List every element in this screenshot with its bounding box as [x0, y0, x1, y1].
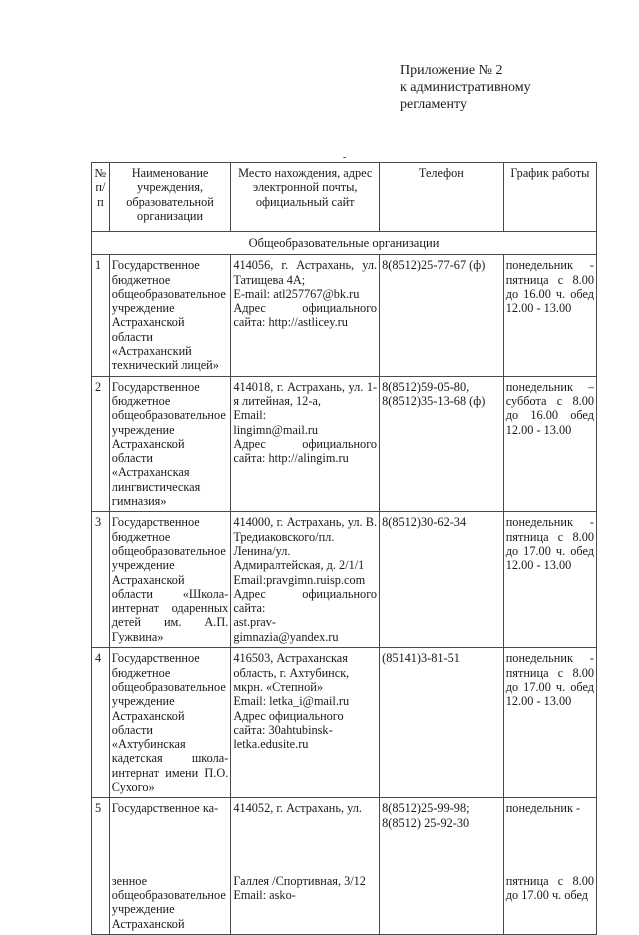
address-line: 416503, Астраханская область, г. Ахтубинск, мкрн. «Степной» [233, 651, 350, 694]
email-line: E-mail: atl257767@bk.ru [233, 286, 360, 301]
phone-line: (85141)3-81-51 [382, 651, 460, 666]
org-address [231, 798, 380, 934]
org-name: Государственное бюджетное общеобразовательное учреждение Астраханской области «Астраханский технический лицей» [109, 255, 231, 376]
row-number: 4 [92, 648, 110, 798]
section-row [92, 232, 597, 255]
table-row [92, 376, 597, 512]
org-name: Государственное бюджетное общеобразовательное учреждение Астраханской области «Ахтубинская кадетская школа-интернат имени П.О. Сухого» [109, 648, 231, 798]
org-schedule [503, 798, 596, 934]
org-address [231, 648, 380, 798]
schedule-top: понедельник - [505, 801, 581, 816]
section-title: Общеобразовательные организации [92, 232, 597, 255]
website-line: Адрес официального сайта: http://alingim.ru [233, 436, 378, 466]
org-name: Государственное бюджетное общеобразовательное учреждение Астраханской области «Астраханская лингвистическая гимназия» [109, 376, 231, 512]
phone-line: 8(8512)30-62-34 [382, 515, 467, 530]
row-number: 3 [92, 512, 110, 648]
website-label: Адрес официального сайта: [233, 586, 378, 616]
org-address [231, 512, 380, 648]
website-line: Адрес официального сайта: 30ahtubinsk-letka.edusite.ru [233, 708, 344, 752]
table-header-row [92, 163, 597, 232]
org-schedule: понедельник – суббота с 8.00 до 16.00 обед 12.00 - 13.00 [503, 376, 596, 512]
phone-line: 8(8512)25-99-98; [382, 801, 470, 816]
website-line: Адрес официального сайта: http://astlicey.ru [233, 301, 378, 330]
org-name-bottom: зенное общеобразовательное учреждение Астраханской [111, 873, 226, 931]
org-schedule: понедельник - пятница с 8.00 до 16.00 ч. обед 12.00 - 13.00 [503, 255, 596, 376]
address-line: Галлея /Спортивная, 3/12 [233, 873, 366, 888]
phone-line: 8(8512)59-05-80, [382, 379, 470, 394]
appendix-subtitle-1: к административному [400, 80, 531, 95]
phone-line: 8(8512) 25-92-30 [382, 815, 470, 830]
website-line: ast.prav-gimnazia@yandex.ru [233, 615, 339, 644]
org-phone [380, 376, 504, 512]
org-phone [380, 255, 504, 376]
address-line: 414018, г. Астрахань, ул. 1-я литейная, 12-а, [233, 379, 378, 408]
col-header-address: Место нахождения, адрес электронной почты, официальный сайт [231, 163, 380, 232]
email-line: Email: asko- [233, 887, 296, 902]
row-number: 5 [92, 798, 110, 934]
col-header-phone: Телефон [380, 163, 504, 232]
table-row [92, 255, 597, 376]
row-number: 2 [92, 376, 110, 512]
organizations-table [91, 162, 597, 935]
org-name: Государственное бюджетное общеобразовательное учреждение Астраханской области «Школа-интернат одаренных детей им. А.П. Гужвина» [109, 512, 231, 648]
org-name [109, 798, 231, 934]
schedule-bottom: пятница с 8.00 до 17.00 ч. обед [505, 873, 594, 902]
org-schedule: понедельник - пятница с 8.00 до 17.00 ч. обед 12.00 - 13.00 [503, 648, 596, 798]
row-number: 1 [92, 255, 110, 376]
email-line: lingimn@mail.ru [233, 422, 319, 437]
col-header-name: Наименование учреждения, образовательной организации [109, 163, 231, 232]
table-row [92, 512, 597, 648]
org-phone [380, 798, 504, 934]
org-name-top: Государственное ка- [111, 801, 219, 816]
table-row [92, 798, 597, 934]
email-line: Email:pravgimn.ruisp.com [233, 572, 366, 587]
appendix-subtitle-2: регламенту [400, 97, 467, 112]
col-header-schedule: График работы [503, 163, 596, 232]
col-header-number: № п/п [92, 163, 110, 232]
org-address [231, 255, 380, 376]
org-phone [380, 648, 504, 798]
org-address [231, 376, 380, 512]
stray-mark: - [343, 152, 347, 163]
address-line: 414056, г. Астрахань, ул. Татищева 4А; [233, 258, 378, 287]
phone-line: 8(8512)25-77-67 (ф) [382, 258, 486, 273]
table-row [92, 648, 597, 798]
org-phone [380, 512, 504, 648]
address-top: 414052, г. Астрахань, ул. [233, 801, 362, 816]
org-schedule: понедельник - пятница с 8.00 до 17.00 ч. обед 12.00 - 13.00 [503, 512, 596, 648]
address-line: 414000, г. Астрахань, ул. В. Тредиаковского/пл. Ленина/ул. Адмиралтейская, д. 2/1/1 [233, 515, 378, 573]
email-line: Email: letka_i@mail.ru [233, 694, 350, 709]
appendix-header [400, 62, 531, 113]
phone-line: 8(8512)35-13-68 (ф) [382, 393, 486, 408]
appendix-title: Приложение № 2 [400, 63, 503, 78]
email-label: Email: [233, 408, 267, 423]
